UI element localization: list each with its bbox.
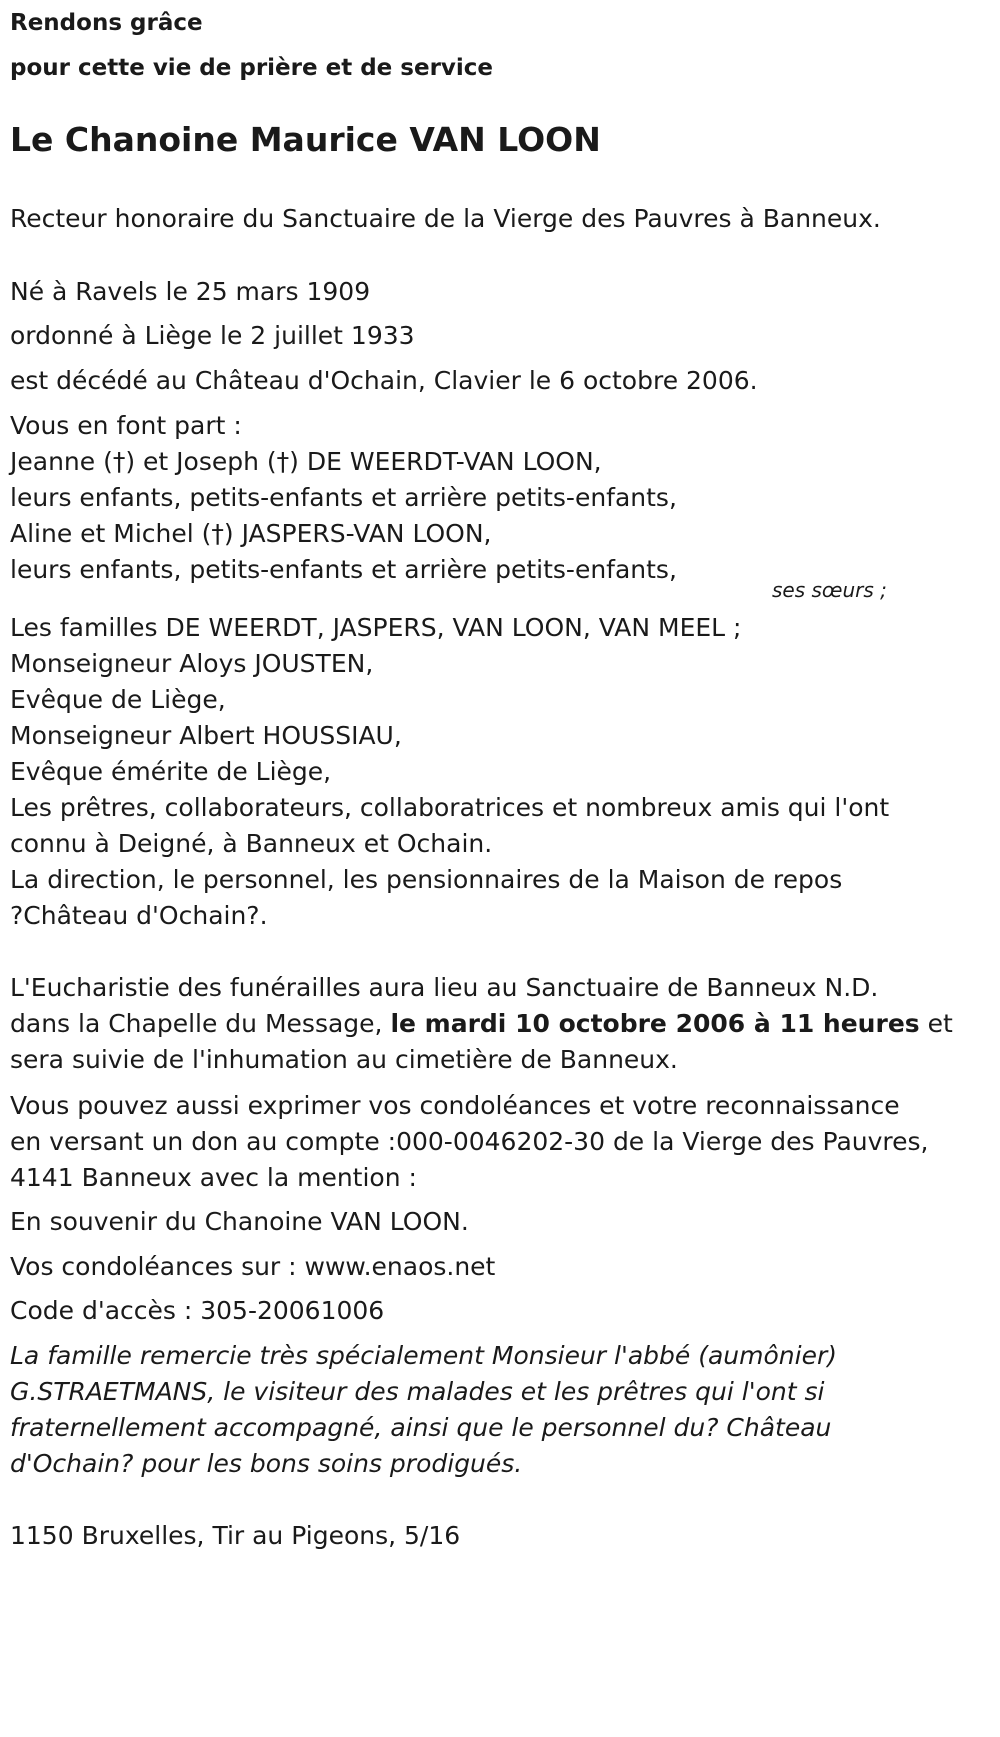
ordination-line: ordonné à Liège le 2 juillet 1933 [10, 321, 415, 350]
others-line: Evêque de Liège, [10, 685, 226, 714]
family-line: Jeanne (†) et Joseph (†) DE WEERDT-VAN LOON, [10, 447, 602, 476]
access-code-line: Code d'accès : 305-20061006 [10, 1296, 385, 1325]
others-line: Monseigneur Albert HOUSSIAU, [10, 721, 402, 750]
family-line: leurs enfants, petits-enfants et arrière petits-enfants, [10, 555, 677, 584]
funeral-line-1: L'Eucharistie des funérailles aura lieu au Sanctuaire de Banneux N.D. [10, 973, 879, 1002]
family-line: leurs enfants, petits-enfants et arrière petits-enfants, [10, 483, 677, 512]
sisters-note: ses sœurs ; [772, 578, 887, 602]
condolences-line: Vos condoléances sur : www.enaos.net [10, 1252, 496, 1281]
donation-mention: En souvenir du Chanoine VAN LOON. [10, 1207, 469, 1236]
address-line: 1150 Bruxelles, Tir au Pigeons, 5/16 [10, 1521, 461, 1550]
thanks-line: fraternellement accompagné, ainsi que le personnel du? Château [10, 1413, 832, 1442]
donation-line-1: Vous pouvez aussi exprimer vos condoléances et votre reconnaissance [10, 1091, 900, 1120]
thanks-line: d'Ochain? pour les bons soins prodigués. [10, 1449, 523, 1478]
others-line: connu à Deigné, à Banneux et Ochain. [10, 829, 493, 858]
others-line: Les familles DE WEERDT, JASPERS, VAN LOON, VAN MEEL ; [10, 613, 742, 642]
funeral-date: le mardi 10 octobre 2006 à 11 heures [390, 1009, 920, 1038]
donation-line-3: 4141 Banneux avec la mention : [10, 1163, 417, 1192]
thanks-line: G.STRAETMANS, le visiteur des malades et les prêtres qui l'ont si [10, 1377, 825, 1406]
others-line: Les prêtres, collaborateurs, collaboratrices et nombreux amis qui l'ont [10, 793, 890, 822]
birth-line: Né à Ravels le 25 mars 1909 [10, 277, 371, 306]
header-line-1: Rendons grâce [10, 10, 203, 36]
thanks-line: La famille remercie très spécialement Monsieur l'abbé (aumônier) [10, 1341, 838, 1370]
death-line: est décédé au Château d'Ochain, Clavier le 6 octobre 2006. [10, 366, 758, 395]
others-line: La direction, le personnel, les pensionnaires de la Maison de repos [10, 865, 843, 894]
funeral-text: et [919, 1009, 953, 1038]
funeral-line-2 [10, 1009, 953, 1039]
donation-line-2: en versant un don au compte :000-0046202-30 de la Vierge des Pauvres, [10, 1127, 929, 1156]
others-line: Evêque émérite de Liège, [10, 757, 332, 786]
family-line: Aline et Michel (†) JASPERS-VAN LOON, [10, 519, 492, 548]
others-line: Monseigneur Aloys JOUSTEN, [10, 649, 374, 678]
others-line: ?Château d'Ochain?. [10, 901, 268, 930]
announce-line: Vous en font part : [10, 411, 242, 440]
title-line: Recteur honoraire du Sanctuaire de la Vierge des Pauvres à Banneux. [10, 204, 881, 233]
funeral-text: dans la Chapelle du Message, [10, 1009, 391, 1038]
header-line-2: pour cette vie de prière et de service [10, 55, 494, 81]
funeral-line-3: sera suivie de l'inhumation au cimetière de Banneux. [10, 1045, 678, 1074]
deceased-name: Le Chanoine Maurice VAN LOON [10, 120, 601, 159]
